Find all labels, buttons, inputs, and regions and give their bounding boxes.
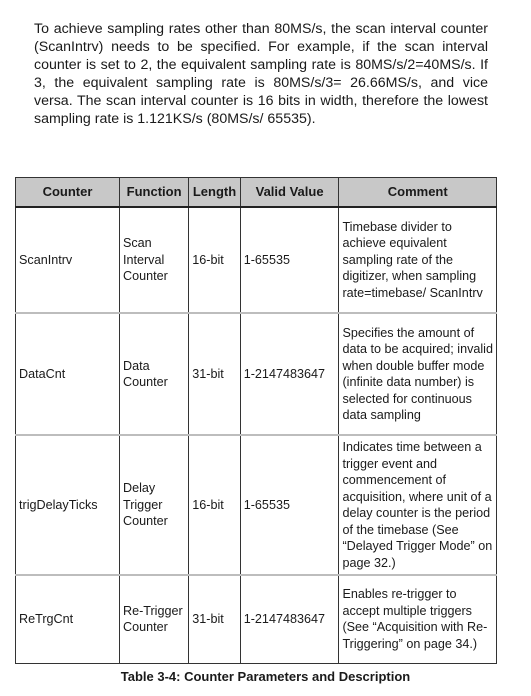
cell-counter: ReTrgCnt [16, 575, 120, 663]
cell-valid-value: 1-2147483647 [240, 313, 339, 435]
cell-length: 31-bit [189, 313, 240, 435]
cell-length: 16-bit [189, 207, 240, 313]
cell-valid-value: 1-2147483647 [240, 575, 339, 663]
cell-function: Re-Trigger Counter [119, 575, 188, 663]
table-row [16, 313, 497, 435]
header-valid-value: Valid Value [240, 178, 339, 208]
cell-comment: Timebase divider to achieve equivalent sampling rate of the digitizer, when sampling rate=timebase/ ScanIntrv [339, 207, 497, 313]
cell-counter: trigDelayTicks [16, 435, 120, 575]
table-caption: Table 3-4: Counter Parameters and Description [120, 669, 411, 684]
cell-comment: Indicates time between a trigger event and commencement of acquisition, where unit of a delay counter is the period of the timebase (See “Delayed Trigger Mode” on page 32.) [339, 435, 497, 575]
table-header-row [16, 178, 497, 208]
header-comment: Comment [339, 178, 497, 208]
cell-function: Scan Interval Counter [119, 207, 188, 313]
header-length: Length [189, 178, 240, 208]
cell-comment: Specifies the amount of data to be acquired; invalid when double buffer mode (infinite data number) is selected for continuous data sampling [339, 313, 497, 435]
cell-length: 31-bit [189, 575, 240, 663]
cell-function: Delay Trigger Counter [119, 435, 188, 575]
cell-comment: Enables re-trigger to accept multiple triggers (See “Acquisition with Re-Triggering” on page 34.) [339, 575, 497, 663]
table-row [16, 207, 497, 313]
table-row [16, 435, 497, 575]
header-counter: Counter [16, 178, 120, 208]
counter-parameters-table [15, 177, 497, 664]
intro-paragraph: To achieve sampling rates other than 80MS/s, the scan interval counter (ScanIntrv) needs to be specified. For example, if the scan interval counter is set to 2, the equivalent sampling rate is 80MS/s/2=40MS/s. If 3, the equivalent sampling rate is 80MS/s/3= 26.66MS/s, and vice versa. The scan interval counter is 16 bits in width, therefore the lowest sampling rate is 1.121KS/s (80MS/s/ 65535). [34, 21, 488, 128]
cell-valid-value: 1-65535 [240, 435, 339, 575]
cell-length: 16-bit [189, 435, 240, 575]
cell-counter: ScanIntrv [16, 207, 120, 313]
table-row [16, 575, 497, 663]
header-function: Function [119, 178, 188, 208]
cell-valid-value: 1-65535 [240, 207, 339, 313]
cell-counter: DataCnt [16, 313, 120, 435]
cell-function: Data Counter [119, 313, 188, 435]
